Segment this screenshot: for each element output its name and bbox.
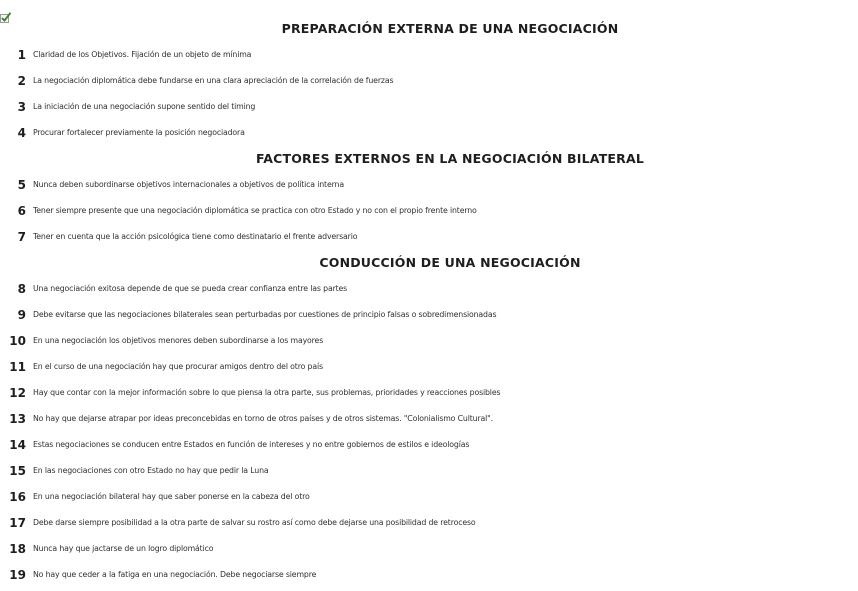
item-number: 16 <box>9 490 26 504</box>
item-text: Una negociación exitosa depende de que se pueda crear confianza entre las partes <box>33 284 348 293</box>
item-number: 8 <box>17 282 26 296</box>
item-number: 15 <box>9 464 26 478</box>
item-text: En una negociación bilateral hay que saber ponerse en la cabeza del otro <box>33 492 310 501</box>
list-item <box>0 120 858 146</box>
item-number: 6 <box>17 204 26 218</box>
list-item <box>0 354 858 380</box>
item-text: Nunca deben subordinarse objetivos internacionales a objetivos de política interna <box>33 180 344 189</box>
item-text: Tener en cuenta que la acción psicológica tiene como destinatario el frente adversario <box>33 232 358 241</box>
item-number: 3 <box>17 100 26 114</box>
item-number: 5 <box>17 178 26 192</box>
list-item <box>0 432 858 458</box>
item-number: 7 <box>17 230 26 244</box>
item-number: 12 <box>9 386 26 400</box>
item-number: 18 <box>9 542 26 556</box>
item-text: Procurar fortalecer previamente la posición negociadora <box>33 128 245 137</box>
list-item <box>0 276 858 302</box>
item-text: En el curso de una negociación hay que procurar amigos dentro del otro país <box>33 362 323 371</box>
item-text: Claridad de los Objetivos. Fijación de un objeto de mínima <box>33 50 252 59</box>
list-item <box>0 224 858 250</box>
item-text: No hay que dejarse atrapar por ideas preconcebidas en torno de otros países y de otros sistemas. "Colonialismo Cultural". <box>33 414 493 423</box>
list-item <box>0 484 858 510</box>
item-number: 14 <box>9 438 26 452</box>
section-heading-conduccion: CONDUCCIÓN DE UNA NEGOCIACIÓN <box>319 255 581 270</box>
list-item <box>0 562 858 588</box>
item-number: 2 <box>17 74 26 88</box>
item-text: Hay que contar con la mejor información sobre lo que piensa la otra parte, sus problemas, prioridades y reacciones posibles <box>33 388 501 397</box>
item-text: En una negociación los objetivos menores deben subordinarse a los mayores <box>33 336 324 345</box>
section-heading-factores: FACTORES EXTERNOS EN LA NEGOCIACIÓN BILATERAL <box>255 151 645 166</box>
item-number: 9 <box>17 308 26 322</box>
item-text: Debe evitarse que las negociaciones bilaterales sean perturbadas por cuestiones de principio falsas o sobredimensionadas <box>33 310 497 319</box>
item-number: 1 <box>17 48 26 62</box>
list-item <box>0 458 858 484</box>
list-item <box>0 68 858 94</box>
list-item <box>0 94 858 120</box>
list-item <box>0 328 858 354</box>
list-item <box>0 42 858 68</box>
item-number: 10 <box>9 334 26 348</box>
item-text: No hay que ceder a la fatiga en una negociación. Debe negociarse siempre <box>33 570 317 579</box>
list-item <box>0 406 858 432</box>
item-number: 19 <box>9 568 26 582</box>
item-text: La iniciación de una negociación supone sentido del timing <box>33 102 256 111</box>
section-heading-preparacion: PREPARACIÓN EXTERNA DE UNA NEGOCIACIÓN <box>281 21 619 36</box>
document-body <box>0 16 858 588</box>
list-item <box>0 380 858 406</box>
list-item <box>0 536 858 562</box>
list-item <box>0 172 858 198</box>
item-text: Debe darse siempre posibilidad a la otra parte de salvar su rostro así como debe dejarse una posibilidad de retroceso <box>33 518 476 527</box>
item-text: Estas negociaciones se conducen entre Estados en función de intereses y no entre gobiernos de estilos e ideologías <box>33 440 470 449</box>
item-number: 13 <box>9 412 26 426</box>
list-item <box>0 302 858 328</box>
item-number: 4 <box>17 126 26 140</box>
item-text: Nunca hay que jactarse de un logro diplomático <box>33 544 214 553</box>
list-item <box>0 510 858 536</box>
item-number: 11 <box>9 360 26 374</box>
list-item <box>0 198 858 224</box>
item-number: 17 <box>9 516 26 530</box>
item-text: La negociación diplomática debe fundarse en una clara apreciación de la correlación de fuerzas <box>33 76 394 85</box>
item-text: Tener siempre presente que una negociación diplomática se practica con otro Estado y no con el propio frente interno <box>33 206 477 215</box>
item-text: En las negociaciones con otro Estado no hay que pedir la Luna <box>33 466 269 475</box>
